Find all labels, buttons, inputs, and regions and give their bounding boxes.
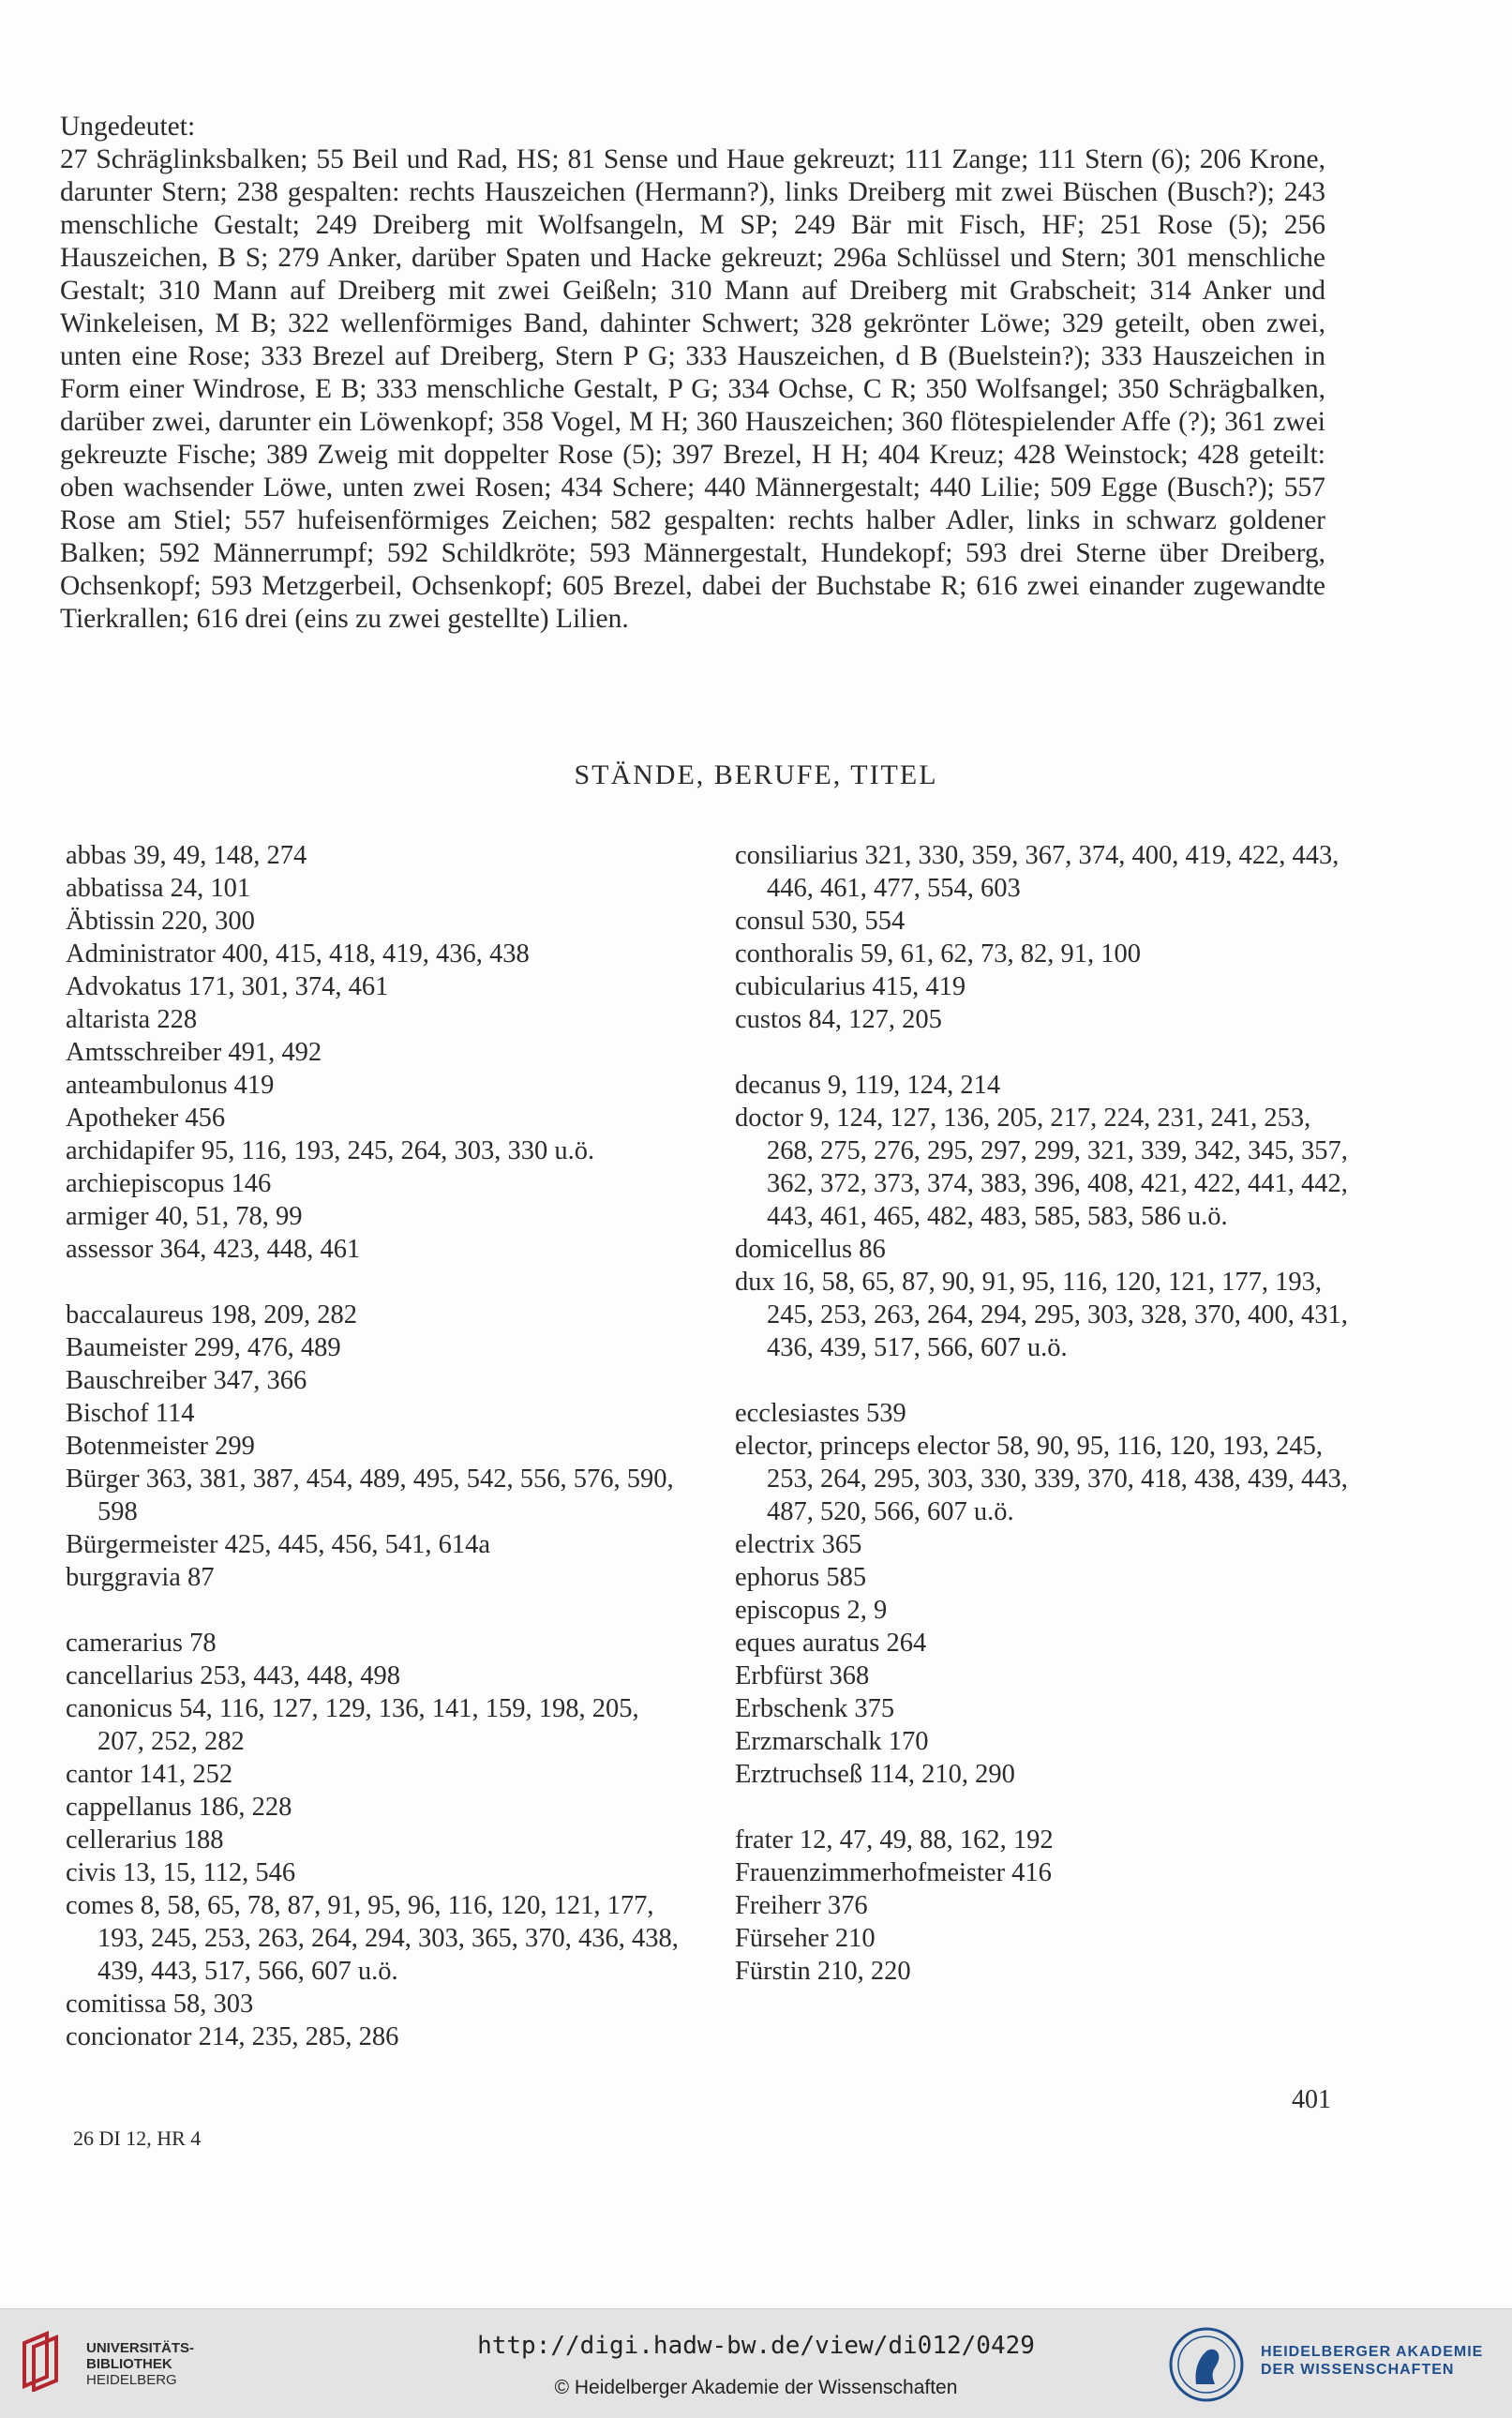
index-entry: consiliarius 321, 330, 359, 367, 374, 400, 419, 422, 443, 446, 461, 477, 554, 603 <box>735 841 1340 903</box>
index-entry: episcopus 2, 9 <box>735 1596 888 1625</box>
index-group <box>66 1299 684 1594</box>
index-entry: custos 84, 127, 205 <box>735 1005 942 1034</box>
index-column-right <box>735 839 1354 2020</box>
index-entry: abbas 39, 49, 148, 274 <box>66 841 307 870</box>
index-entry: dux 16, 58, 65, 87, 90, 91, 95, 116, 120, 121, 177, 193, 245, 253, 263, 264, 294, 295, 303, 328, 370, 400, 431, 436, 439, 517, 566, 607 u.ö. <box>735 1268 1348 1362</box>
index-entry: Bauschreiber 347, 366 <box>66 1366 307 1395</box>
index-entry: altarista 228 <box>66 1005 198 1034</box>
index-group <box>66 1627 684 2053</box>
index-entry: Bürgermeister 425, 445, 456, 541, 614a <box>66 1530 491 1559</box>
index-group <box>735 1824 1354 1988</box>
index-entry: eques auratus 264 <box>735 1629 927 1658</box>
ub-line-1: UNIVERSITÄTS- <box>86 2340 195 2356</box>
index-entry: cubicularius 415, 419 <box>735 972 966 1001</box>
index-entry: Erzmarschalk 170 <box>735 1727 929 1756</box>
index-entry: Advokatus 171, 301, 374, 461 <box>66 972 389 1001</box>
unidentified-text: 27 Schräglinksbalken; 55 Beil und Rad, HS; 81 Sense und Haue gekreuzt; 111 Zange; 111 Stern (6); 206 Krone, darunter Stern; 238 gespalten: rechts Hauszeichen (Hermann?), links Dreiberg mit zwei Büschen (Busch?); 243 menschliche Gestalt; 249 Dreiberg mit Wolfsangeln, M SP; 249 Bär mit Fisch, HF; 251 Rose (5); 256 Hauszeichen, B S; 279 Anker, darüber Spaten und Hacke gekreuzt; 296a Schlüssel und Stern; 301 menschliche Gestalt; 310 Mann auf Dreiberg mit zwei Geißeln; 310 Mann auf Dreiberg mit Grabscheit; 314 Anker und Winkeleisen, M B; 322 wellenförmiges Band, dahinter Schwert; 328 gekrönter Löwe; 329 geteilt, oben zwei, unten eine Rose; 333 Brezel auf Dreiberg, Stern P G; 333 Hauszeichen, d B (Buelstein?); 333 Hauszeichen in Form einer Windrose, E B; 333 menschliche Gestalt, P G; 334 Ochse, C R; 350 Wolfsangel; 350 Schrägbalken, darüber zwei, darunter ein Löwenkopf; 358 Vogel, M H; 360 Hauszeichen; 360 flötespielender Affe (?); 361 zwei gekreuzte Fische; 389 Zweig mit doppelter Rose (5); 397 Brezel, H H; 404 Kreuz; 428 Weinstock; 428 geteilt: oben wachsender Löwe, unten zwei Rosen; 434 Schere; 440 Männergestalt; 440 Lilie; 509 Egge (Busch?); 557 Rose am Stiel; 557 hufeisenförmiges Zeichen; 582 gespalten: rechts halber Adler, links in schwarz goldener Balken; 592 Männerrumpf; 592 Schildkröte; 593 Männergestalt, Hundekopf; 593 drei Sterne über Dreiberg, Ochsenkopf; 593 Metzgerbeil, Ochsenkopf; 605 Brezel, dabei der Buchstabe R; 616 zwei einander zugewandte Tierkrallen; 616 drei (eins zu zwei gestellte) Lilien. <box>60 144 1325 634</box>
index-entry: cellerarius 188 <box>66 1825 224 1855</box>
index-entry: Äbtissin 220, 300 <box>66 907 255 936</box>
index-entry: abbatissa 24, 101 <box>66 874 251 903</box>
academy-seal-icon <box>1168 2326 1245 2403</box>
index-entry: elector, princeps elector 58, 90, 95, 116, 120, 193, 245, 253, 264, 295, 303, 330, 339, 370, 418, 438, 439, 443, 487, 520, 566, 607 u.ö. <box>735 1432 1348 1526</box>
index-entry: domicellus 86 <box>735 1235 886 1264</box>
index-entry: Erbfürst 368 <box>735 1661 870 1690</box>
index-entry: Freiherr 376 <box>735 1891 868 1920</box>
index-entry: cantor 141, 252 <box>66 1760 233 1789</box>
index-entry: burggravia 87 <box>66 1563 215 1592</box>
index-entry: civis 13, 15, 112, 546 <box>66 1858 296 1887</box>
index-entry: doctor 9, 124, 127, 136, 205, 217, 224, 231, 241, 253, 268, 275, 276, 295, 297, 299, 321, 339, 342, 345, 357, 362, 372, 373, 374, 383, 396, 408, 421, 422, 441, 442, 443, 461, 465, 482, 483, 585, 583, 586 u.ö. <box>735 1104 1348 1231</box>
index-entry: conthoralis 59, 61, 62, 73, 82, 91, 100 <box>735 939 1142 969</box>
index-entry: ecclesiastes 539 <box>735 1399 906 1428</box>
academy-line-2: DER WISSENSCHAFTEN <box>1261 2362 1455 2378</box>
index-entry: Erztruchseß 114, 210, 290 <box>735 1760 1015 1789</box>
printer-signature: 26 DI 12, HR 4 <box>73 2126 202 2150</box>
index-entry: assessor 364, 423, 448, 461 <box>66 1235 361 1264</box>
index-entry: electrix 365 <box>735 1530 862 1559</box>
index-entry: concionator 214, 235, 285, 286 <box>66 2022 399 2051</box>
index-column-left <box>66 839 684 2086</box>
index-entry: cappellanus 186, 228 <box>66 1793 292 1822</box>
index-entry: Apotheker 456 <box>66 1104 226 1133</box>
index-entry: armiger 40, 51, 78, 99 <box>66 1202 303 1231</box>
index-entry: anteambulonus 419 <box>66 1071 275 1100</box>
index-group <box>735 839 1354 1036</box>
index-group <box>735 1397 1354 1791</box>
index-entry: cancellarius 253, 443, 448, 498 <box>66 1661 400 1690</box>
index-entry: Baumeister 299, 476, 489 <box>66 1333 341 1362</box>
unidentified-marks-paragraph <box>60 111 1325 636</box>
index-entry: comitissa 58, 303 <box>66 1990 254 2019</box>
index-entry: Botenmeister 299 <box>66 1432 255 1461</box>
index-entry: Administrator 400, 415, 418, 419, 436, 438 <box>66 939 530 969</box>
index-entry: Fürstin 210, 220 <box>735 1957 911 1986</box>
index-entry: Erbschenk 375 <box>735 1694 895 1723</box>
ub-line-2: BIBLIOTHEK <box>86 2356 172 2372</box>
index-entry: Bürger 363, 381, 387, 454, 489, 495, 542, 556, 576, 590, 598 <box>66 1464 674 1526</box>
academy-line-1: HEIDELBERGER AKADEMIE <box>1261 2344 1484 2360</box>
index-entry: Frauenzimmerhofmeister 416 <box>735 1858 1052 1887</box>
section-title: STÄNDE, BERUFE, TITEL <box>574 759 938 790</box>
index-entry: Fürseher 210 <box>735 1924 876 1953</box>
index-entry: Amtsschreiber 491, 492 <box>66 1038 322 1067</box>
page-number: 401 <box>1292 2085 1331 2114</box>
index-entry: Bischof 114 <box>66 1399 195 1428</box>
academy-name <box>1261 2343 1483 2379</box>
index-entry: comes 8, 58, 65, 78, 87, 91, 95, 96, 116, 120, 121, 177, 193, 245, 253, 263, 264, 294, 303, 365, 370, 436, 438, 439, 443, 517, 566, 607 u.ö. <box>66 1891 679 1986</box>
index-entry: consul 530, 554 <box>735 907 906 936</box>
ub-line-3: HEIDELBERG <box>86 2372 177 2388</box>
index-entry: frater 12, 47, 49, 88, 162, 192 <box>735 1825 1054 1855</box>
copyright-notice: © Heidelberger Akademie der Wissenschaften <box>554 2377 958 2398</box>
index-entry: archidapifer 95, 116, 193, 245, 264, 303, 330 u.ö. <box>66 1136 595 1165</box>
index-group <box>735 1069 1354 1364</box>
index-entry: baccalaureus 198, 209, 282 <box>66 1300 358 1329</box>
index-entry: ephorus 585 <box>735 1563 867 1592</box>
index-group <box>66 839 684 1266</box>
unidentified-heading: Ungedeutet: <box>60 112 196 142</box>
permalink-url[interactable]: http://digi.hadw-bw.de/view/di012/0429 <box>477 2332 1035 2360</box>
index-entry: camerarius 78 <box>66 1629 217 1658</box>
index-entry: canonicus 54, 116, 127, 129, 136, 141, 159, 198, 205, 207, 252, 282 <box>66 1694 639 1756</box>
index-entry: archiepiscopus 146 <box>66 1169 272 1198</box>
index-entry: decanus 9, 119, 124, 214 <box>735 1071 1001 1100</box>
viewer-footer <box>0 2308 1512 2418</box>
